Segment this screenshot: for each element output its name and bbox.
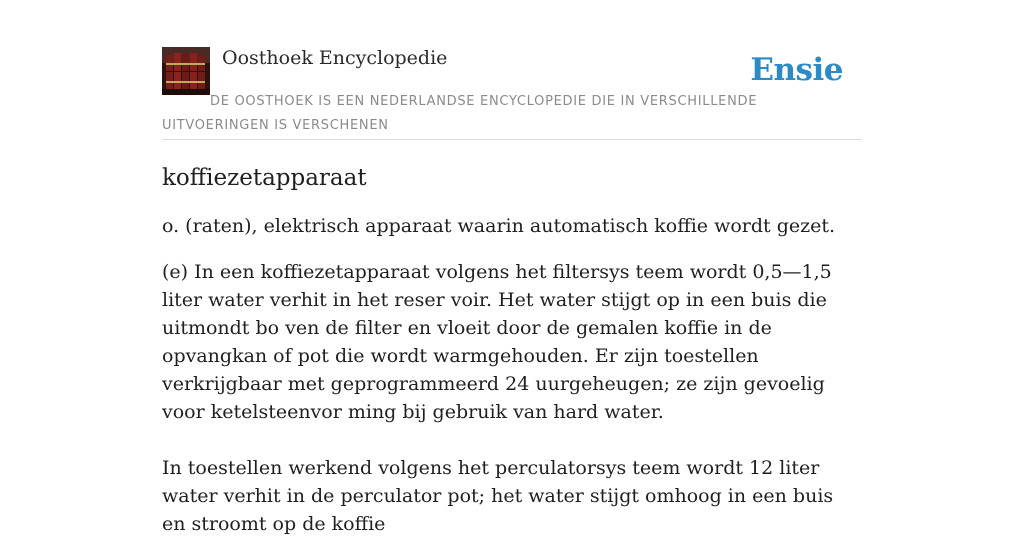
- source-header: [162, 46, 862, 140]
- article: [162, 160, 862, 538]
- article-body: (e) In een koffiezetapparaat volgens het filtersys teem wordt 0,5—1,5 liter water verhit in het reser voir. Het water stijgt op in een buis die uitmondt bo ven de filter en vloeit door de gemalen koffie in de opvangkan of pot die wordt warmgehouden. Er zijn toestellen verkrijgbaar met geprogrammeerd 24 uurgeheugen; ze zijn gevoelig voor ketelsteenvor ming bij gebruik van hard water. In toestellen werkend volgens het perculatorsys teem wordt 12 liter water verhit in de perculator pot; het water stijgt omhoog in een buis en stroomt op de koffie: [162, 261, 834, 535]
- definition-text: o. (raten), elektrisch apparaat waarin automatisch koffie wordt gezet.: [162, 215, 836, 237]
- encyclopedia-books-icon[interactable]: [162, 47, 210, 95]
- source-title[interactable]: Oosthoek Encyclopedie: [222, 47, 448, 69]
- page-title: koffiezetapparaat: [162, 165, 367, 191]
- ensie-logo[interactable]: Ensie: [750, 52, 843, 88]
- source-description: DE OOSTHOEK IS EEN NEDERLANDSE ENCYCLOPEDIE DIE IN VERSCHILLENDE UITVOERINGEN IS VERSCHENEN: [162, 94, 758, 133]
